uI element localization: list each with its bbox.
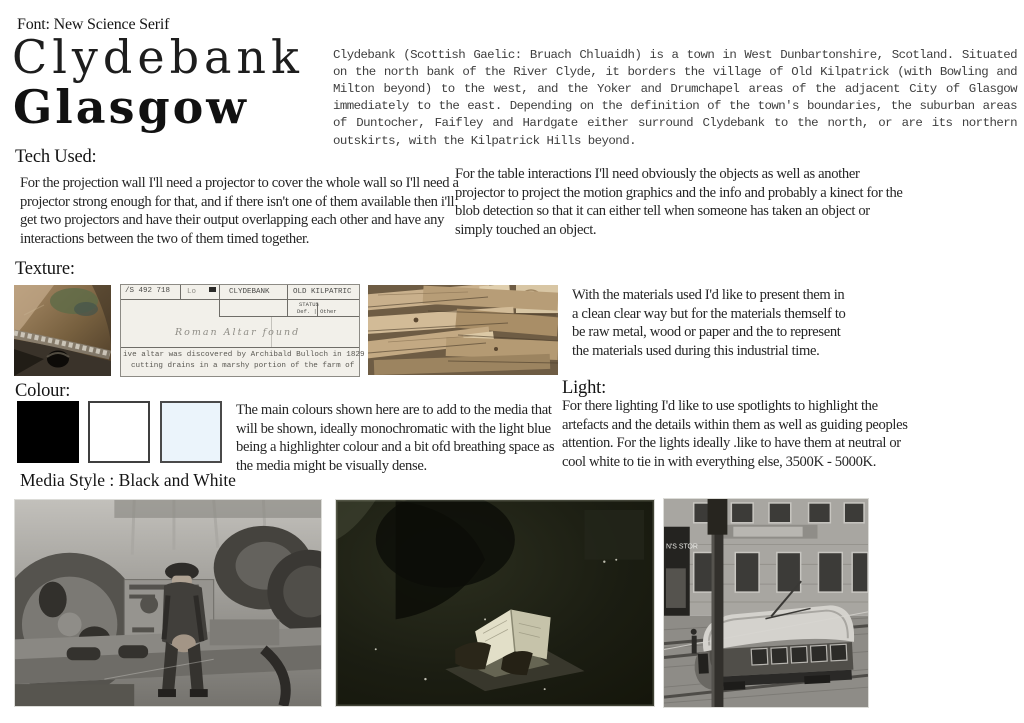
page-title-clydebank: Clydebank [12,30,304,84]
texture-image-document [120,284,365,377]
doc-typed-line1: ive altar was discovered by Archibald Bulloch in 1829 [123,351,365,359]
reading-illustration [336,500,654,706]
wood-planks-illustration [368,285,558,375]
colour-swatch-lightblue [160,401,222,463]
doc-status-sub: Def. | Other [297,308,337,315]
texture-heading: Texture: [15,259,75,279]
doc-ref-number: /S 492 718 [125,287,171,295]
tram-illustration [664,499,868,707]
doc-handwritten-note: Roman Altar found [175,327,301,338]
doc-typed-line2: cutting drains in a marshy portion of the farm of [131,362,355,370]
shop-sign-text: N'S STOR [665,543,698,551]
photo-reading-dark [335,499,655,707]
colour-heading: Colour: [15,381,71,401]
colour-paragraph: The main colours shown here are to add to the media that will be shown, ideally monochromatic with the light blue being a highlighter colour and a bit ofd breathing space as the media might be visually dense. [236,402,555,474]
doc-place-old-kilpatrick: OLD KILPATRIC [293,288,352,296]
workshop-illustration [15,500,321,706]
light-heading: Light: [562,378,607,398]
doc-cell-lo: Lo [187,288,197,296]
texture-image-wood [368,285,558,375]
light-paragraph: For there lighting I'd like to use spotlights to highlight the artefacts and the details within them as well as guiding peoples attention. For the lights ideally .like to have them at neutral or cool white to tie in with everything else, 3500K - 5000K. [562,398,908,470]
page-title-glasgow: Glasgow [13,80,249,134]
doc-place-clydebank: CLYDEBANK [229,288,270,296]
tech-used-heading: Tech Used: [15,147,97,167]
media-style-label: Media Style : Black and White [20,470,236,490]
colour-swatch-black [17,401,79,463]
metal-weld-illustration [14,285,111,376]
texture-image-metal [14,285,111,376]
photo-tram-street [663,498,869,708]
stamp-mark [209,287,216,292]
tech-used-left-paragraph: For the projection wall I'll need a projector to cover the whole wall so I'll need a projector strong enough for that, and if there isn't one of them available then i'll get two projectors and have their output overlapping each other and have any interactions between the two of them timed together. [20,175,459,247]
intro-paragraph: Clydebank (Scottish Gaelic: Bruach Chluaidh) is a town in West Dunbartonshire, Scotland. Situated on the north bank of the River Clyde, it borders the village of Old Kilpatrick (with Bowling and Milton beyond) to the west, and the Yoker and Drumchapel areas of the adjacent City of Glasgow immediately to the east. Depending on the definition of the town's boundaries, the suburban areas of Duntocher, Faifley and Hardgate either surround Clydebank to the north, or are its northern outskirts, with the Kilpatrick Hills beyond. [333,48,1017,148]
tech-used-right-paragraph: For the table interactions I'll need obviously the objects as well as another projector to project the motion graphics and the info and probably a kinect for the blob detection so that it can either tell when someone has taken an object or simply touched an object. [455,166,903,238]
font-label: Font: New Science Serif [17,16,170,33]
texture-paragraph: With the materials used I'd like to present them in a clean clear way but for the materials themself to be raw metal, wood or paper and the to represent the materials used during this industrial time. [572,287,846,359]
doc-status-label: STATUS [299,301,319,308]
photo-workshop-worker [14,499,322,707]
colour-swatch-white [88,401,150,463]
